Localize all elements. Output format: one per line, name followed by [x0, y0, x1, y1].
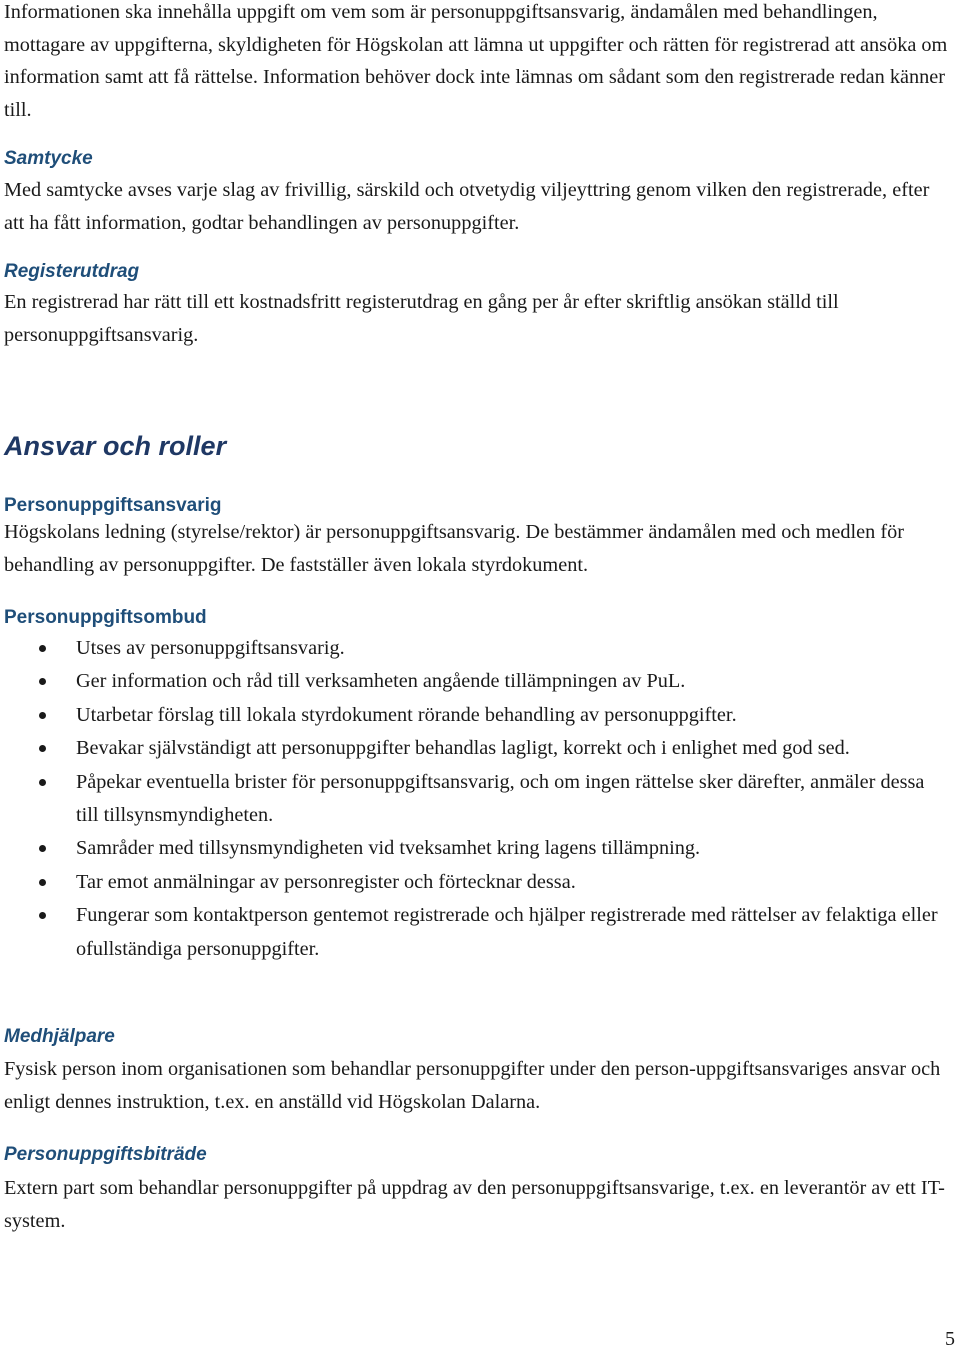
heading-samtycke: Samtycke: [4, 148, 93, 169]
heading-medhjalpare: Medhjälpare: [4, 1026, 115, 1047]
section-title: Ansvar och roller: [4, 431, 227, 461]
list-item-text: Utses av personuppgiftsansvarig.: [76, 637, 345, 659]
bullet-icon: [39, 678, 46, 685]
list-item-text: Bevakar självständigt att personuppgifter behandlas lagligt, korrekt och i enlighet med god sed.: [76, 737, 850, 760]
list-item-text: Fungerar som kontaktperson gentemot registrerade och hjälper registrerade med rättelser av felaktiga eller ofullständiga personuppgifter.: [76, 904, 938, 960]
heading-personuppgiftsombud: Personuppgiftsombud: [4, 607, 207, 628]
intro-paragraph: Informationen ska innehålla uppgift om vem som är personuppgiftsansvarig, ändamålen med behandlingen, mottagare av uppgifterna, skyldigheten för Högskolan att lämna ut uppgifter och rätten för registrerad att ansöka om information samt att få rättelse. Information behöver dock inte lämnas om sådant som den registrerade redan känner till.: [4, 1, 948, 121]
bullet-icon: [39, 779, 46, 786]
list-item: [0, 866, 950, 899]
bullet-icon: [39, 912, 46, 919]
list-item: [0, 665, 950, 698]
list-item-text: Samråder med tillsynsmyndigheten vid tveksamhet kring lagens tillämpning.: [76, 837, 701, 860]
heading-personuppgiftsansvarig: Personuppgiftsansvarig: [4, 495, 222, 516]
list-item-text: Ger information och råd till verksamheten angående tillämpningen av PuL.: [76, 670, 686, 693]
list-item-text: Påpekar eventuella brister för personuppgiftsansvarig, och om ingen rättelse sker därefter, anmäler dessa till tillsynsmyndigheten.: [76, 770, 925, 827]
list-item-text: Utarbetar förslag till lokala styrdokument rörande behandling av personuppgifter.: [76, 703, 737, 726]
list-item-text: Tar emot anmälningar av personregister och förtecknar dessa.: [76, 870, 576, 893]
bullet-icon: [39, 879, 46, 886]
list-item: [0, 899, 950, 966]
samtycke-paragraph: Med samtycke avses varje slag av frivillig, särskild och otvetydig viljeyttring genom vilken den registrerade, efter att ha fått information, godtar behandlingen av personuppgifter.: [4, 179, 930, 234]
heading-registerutdrag: Registerutdrag: [4, 261, 140, 282]
bullet-icon: [39, 645, 46, 652]
list-item: [0, 832, 950, 865]
ombud-task-list: [0, 632, 960, 966]
list-item: [0, 766, 950, 833]
medhjalpare-paragraph: Fysisk person inom organisationen som behandlar personuppgifter under den person-uppgiftsansvariges ansvar och enligt dennes instruktion, t.ex. en anställd vid Högskolan Dalarna.: [4, 1058, 941, 1113]
list-item: [0, 632, 950, 665]
bullet-icon: [39, 745, 46, 752]
personuppgiftsbitrade-paragraph: Extern part som behandlar personuppgifter på uppdrag av den personuppgiftsansvarige, t.ex. en leverantör av ett IT-system.: [4, 1177, 945, 1232]
page-number: 5: [945, 1328, 955, 1350]
bullet-icon: [39, 712, 46, 719]
heading-personuppgiftsbitrade: Personuppgiftsbiträde: [4, 1144, 207, 1165]
list-item: [0, 732, 950, 765]
bullet-icon: [39, 845, 46, 852]
list-item: [0, 699, 950, 732]
registerutdrag-paragraph: En registrerad har rätt till ett kostnadsfritt registerutdrag en gång per år efter skriftlig ansökan ställd till personuppgiftsansvarig.: [4, 291, 839, 346]
personuppgiftsansvarig-paragraph: Högskolans ledning (styrelse/rektor) är personuppgiftsansvarig. De bestämmer ändamålen med och medlen för behandling av personuppgifter. De fastställer även lokala styrdokument.: [4, 521, 904, 576]
